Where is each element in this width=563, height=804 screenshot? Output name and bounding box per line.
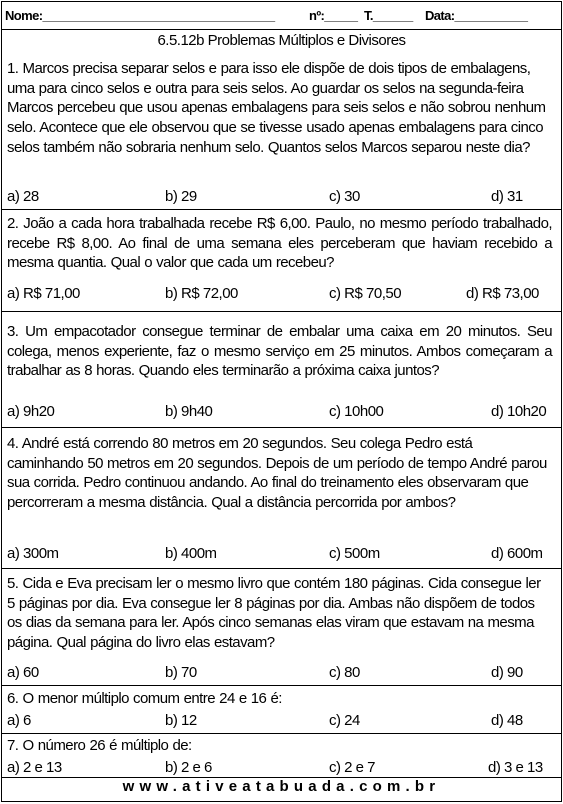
- option-d[interactable]: d) 600m: [491, 545, 543, 562]
- question-3-text: 3. Um empacotador consegue terminar de embalar uma caixa em 20 minutos. Seu colega, menos experiente, faz o mesmo serviço em 25 minutos. Ambos começaram a trabalhar as 8 horas. Quando eles terminarão a próxima caixa juntos?: [7, 323, 552, 380]
- question-7-options: [2, 759, 561, 779]
- option-b[interactable]: b) 9h40: [165, 403, 213, 420]
- question-4-text: 4. André está correndo 80 metros em 20 segundos. Seu colega Pedro está caminhando 50 metros em 20 segundos. Depois de um período de tempo André parou sua corrida. Pedro continuou andando. Ao final do treinamento eles observaram que percorreram a mesma distância. Qual a distância percorrida por ambos?: [7, 435, 547, 512]
- divider: [2, 733, 561, 734]
- option-c[interactable]: c) 10h00: [329, 403, 384, 420]
- worksheet: [1, 1, 562, 802]
- option-a[interactable]: a) 9h20: [7, 403, 55, 420]
- question-4-options: [2, 545, 561, 565]
- divider: [2, 427, 561, 428]
- option-a[interactable]: a) 60: [7, 664, 39, 681]
- divider: [2, 685, 561, 686]
- option-d[interactable]: d) 31: [491, 188, 523, 205]
- option-d[interactable]: d) 48: [491, 712, 523, 729]
- option-b[interactable]: b) R$ 72,00: [165, 285, 238, 302]
- option-d[interactable]: d) 90: [491, 664, 523, 681]
- divider: [2, 311, 561, 312]
- student-header: [2, 2, 561, 30]
- option-a[interactable]: a) 2 e 13: [7, 759, 62, 776]
- option-c[interactable]: c) 30: [329, 188, 360, 205]
- page-title: 6.5.12b Problemas Múltiplos e Divisores: [157, 32, 406, 49]
- footer-website: www.ativeatabuada.com.br: [122, 778, 441, 795]
- question-6-options: [2, 712, 561, 732]
- question-3-options: [2, 403, 561, 423]
- option-c[interactable]: c) 80: [329, 664, 360, 681]
- option-a[interactable]: a) R$ 71,00: [7, 285, 80, 302]
- name-field-label: Nome:___________________________________: [5, 8, 275, 23]
- question-2-text: 2. João a cada hora trabalhada recebe R$ 6,00. Paulo, no mesmo período trabalhado, recebe R$ 8,00. Ao final de uma semana eles perceberam que haviam recebido a mesma quantia. Qual o valor que cada um recebeu?: [7, 215, 552, 272]
- option-a[interactable]: a) 28: [7, 188, 39, 205]
- question-6-text: 6. O menor múltiplo comum entre 24 e 16 é:: [7, 690, 282, 707]
- question-1-options: [2, 188, 561, 208]
- option-b[interactable]: b) 2 e 6: [165, 759, 212, 776]
- option-d[interactable]: d) 10h20: [491, 403, 547, 420]
- option-d[interactable]: d) 3 e 13: [488, 759, 543, 776]
- divider: [2, 209, 561, 210]
- class-field-label: T.______: [364, 8, 413, 23]
- question-5-text: 5. Cida e Eva precisam ler o mesmo livro que contém 180 páginas. Cida consegue ler 5 páginas por dia. Eva consegue ler 8 páginas por dia. Ambas não dispõem de todos os dias da semana para ler. Após cinco semanas elas viram que estavam na mesma página. Qual página do livro elas estavam?: [7, 575, 541, 652]
- option-c[interactable]: c) 2 e 7: [329, 759, 376, 776]
- option-b[interactable]: b) 70: [165, 664, 197, 681]
- question-7-text: 7. O número 26 é múltiplo de:: [7, 737, 192, 754]
- date-field-label: Data:___________: [425, 8, 528, 23]
- option-b[interactable]: b) 12: [165, 712, 197, 729]
- question-1-text: 1. Marcos precisa separar selos e para isso ele dispõe de dois tipos de embalagens, uma para cinco selos e outra para seis selos. Ao guardar os selos na segunda-feira Marcos percebeu que usou apenas embalagens para seis selos e não sobrou nenhum selo. Acontece que ele observou que se tivesse usado apenas embalagens para cinco selos também não sobraria nenhum selo. Quantos selos Marcos separou neste dia?: [7, 60, 546, 156]
- option-a[interactable]: a) 6: [7, 712, 31, 729]
- option-c[interactable]: c) R$ 70,50: [329, 285, 402, 302]
- number-field-label: nº:_____: [309, 8, 358, 23]
- option-b[interactable]: b) 29: [165, 188, 197, 205]
- option-a[interactable]: a) 300m: [7, 545, 59, 562]
- option-c[interactable]: c) 24: [329, 712, 360, 729]
- question-2-options: [2, 285, 561, 305]
- option-b[interactable]: b) 400m: [165, 545, 217, 562]
- divider: [2, 568, 561, 569]
- option-c[interactable]: c) 500m: [329, 545, 380, 562]
- option-d[interactable]: d) R$ 73,00: [466, 285, 539, 302]
- question-5-options: [2, 664, 561, 684]
